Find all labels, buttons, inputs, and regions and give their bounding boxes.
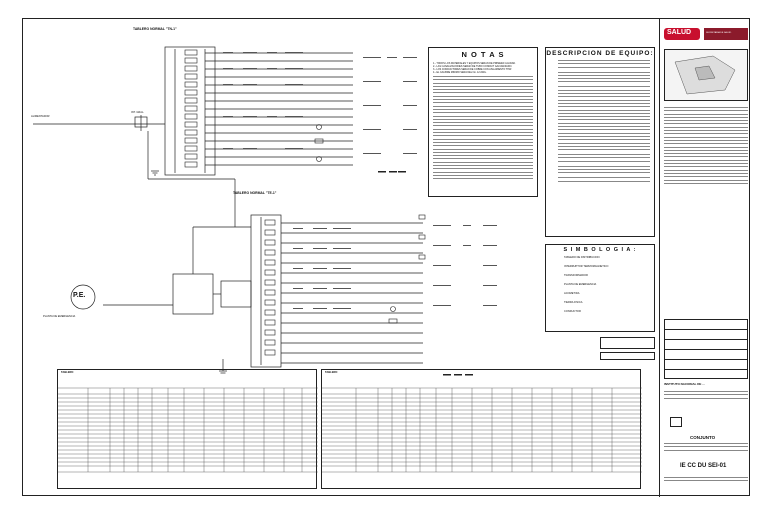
notes-panel	[428, 47, 538, 197]
symbology-item: TABLERO DE DISTRIBUCION	[564, 256, 600, 259]
load-schedule-right	[321, 369, 641, 489]
symbology-item: ACOMETIDA	[564, 292, 580, 295]
notes-body	[429, 74, 537, 179]
notes-title: N O T A S	[461, 50, 505, 59]
brand-logo: SALUD	[667, 29, 692, 36]
notes-item: 4.- EL CALIBRE MINIMO SERA DEL No. 12 AWG.	[433, 71, 487, 74]
notes-item: 3.- LOS CONDUCTORES SERAN DE COBRE CON AISLAMIENTO THW.	[433, 68, 512, 71]
equipment-title: DESCRIPCION DE EQUIPO:	[546, 50, 654, 57]
location-plan	[664, 49, 748, 101]
symbology-item: TIERRA FISICA	[564, 301, 583, 304]
drawing-code: IE CC DU SEI-01	[680, 463, 727, 469]
revision-table	[664, 319, 748, 379]
symbology-title: S I M B O L O G I A :	[563, 247, 637, 253]
notes-item: 1.- TODOS LOS MATERIALES Y EQUIPOS SERAN DE PRIMERA CALIDAD.	[433, 62, 516, 65]
schedule-right-header: TABLERO	[325, 371, 338, 374]
reference-box	[600, 352, 655, 360]
board-tn1-title: TABLERO NORMAL "TN-1"	[133, 27, 177, 31]
brand-subtitle: SECRETARIA DE SALUD	[706, 32, 732, 34]
equipment-body	[546, 60, 654, 182]
logo-mark-icon	[670, 417, 682, 427]
plant-caption: PLANTA DE EMERGENCIA	[43, 315, 76, 318]
schedule-left-header: TABLERO	[61, 371, 74, 374]
symbology-item: PLANTA DE EMERGENCIA	[564, 283, 597, 286]
symbology-item: TRANSFORMADOR	[564, 274, 588, 277]
reference-box	[600, 337, 655, 349]
load-schedule-left	[57, 369, 317, 489]
equipment-panel	[545, 47, 655, 237]
symbology-item: INTERRUPTOR TERMOMAGNETICO	[564, 265, 609, 268]
symbology-panel	[545, 244, 655, 332]
drawing-sheet	[22, 18, 750, 496]
main-breaker-label: INT. GRAL.	[131, 111, 145, 114]
board-te1-title: TABLERO NORMAL "TE-1"	[233, 191, 277, 195]
drawing-name: CONJUNTO	[690, 435, 716, 440]
title-block	[659, 19, 751, 497]
general-notes	[664, 107, 748, 197]
notes-item: 2.- LAS CANALIZACIONES SERAN DE TUBO CONDUIT GALVANIZADO.	[433, 65, 513, 68]
feeder-label: ALIMENTADOR	[31, 115, 50, 118]
brand-area	[664, 25, 748, 43]
institute-name: INSTITUTO NACIONAL DE ...	[664, 382, 705, 386]
plant-label: P.E.	[73, 292, 86, 299]
symbology-item: CONDUCTOR	[564, 310, 581, 313]
